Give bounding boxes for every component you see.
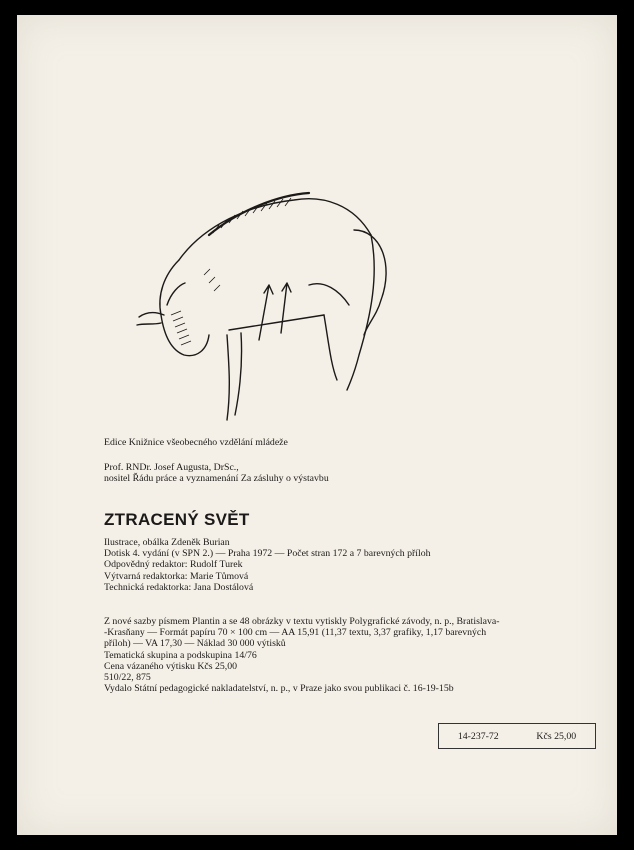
catalog-code: 14-237-72 [457,730,499,742]
credit-line: Dotisk 4. vydání (v SPN 2.) — Praha 1972 — Počet stran 172 a 7 barevných příloh [104,548,431,560]
printing-block [104,616,500,694]
author-honours: nositel Řádu práce a vyznamenání Za zásluhy o výstavbu [104,473,329,485]
printing-line: -Krasňany — Formát papíru 70 × 100 cm — AA 15,91 (11,37 textu, 3,37 grafiky, 1,17 barevných [104,627,487,639]
price-label: Kčs 25,00 [536,730,577,742]
printing-line: Cena vázaného výtisku Kčs 25,00 [104,660,238,672]
printing-line: Z nové sazby písmem Plantin a se 48 obrázky v textu vytiskly Polygrafické závody, n. p., Bratislava- [104,616,500,627]
credit-line: Výtvarná redaktorka: Marie Tůmová [104,570,249,582]
credit-line: Odpovědný redaktor: Rudolf Turek [104,559,243,571]
printing-line: Vydalo Státní pedagogické nakladatelství, n. p., v Praze jako svou publikaci č. 16-19-15b [104,683,454,695]
printing-line: 510/22, 875 [104,672,151,684]
credit-line: Technická redaktorka: Jana Dostálová [104,581,254,593]
bison-cave-drawing-icon [109,165,389,430]
series-line: Edice Knižnice všeobecného vzdělání mládeže [104,437,288,448]
book-title: ZTRACENÝ SVĚT [104,510,250,529]
printing-line: Tematická skupina a podskupina 14/76 [104,649,257,661]
credit-line: Ilustrace, obálka Zdeněk Burian [104,537,230,548]
catalog-code-box [438,723,596,749]
author-name: Prof. RNDr. Josef Augusta, DrSc., [104,462,239,473]
book-page [17,15,617,835]
printing-line: příloh) — VA 17,30 — Náklad 30 000 výtisků [104,638,286,650]
author-block [104,462,329,484]
credits-block [104,537,431,593]
